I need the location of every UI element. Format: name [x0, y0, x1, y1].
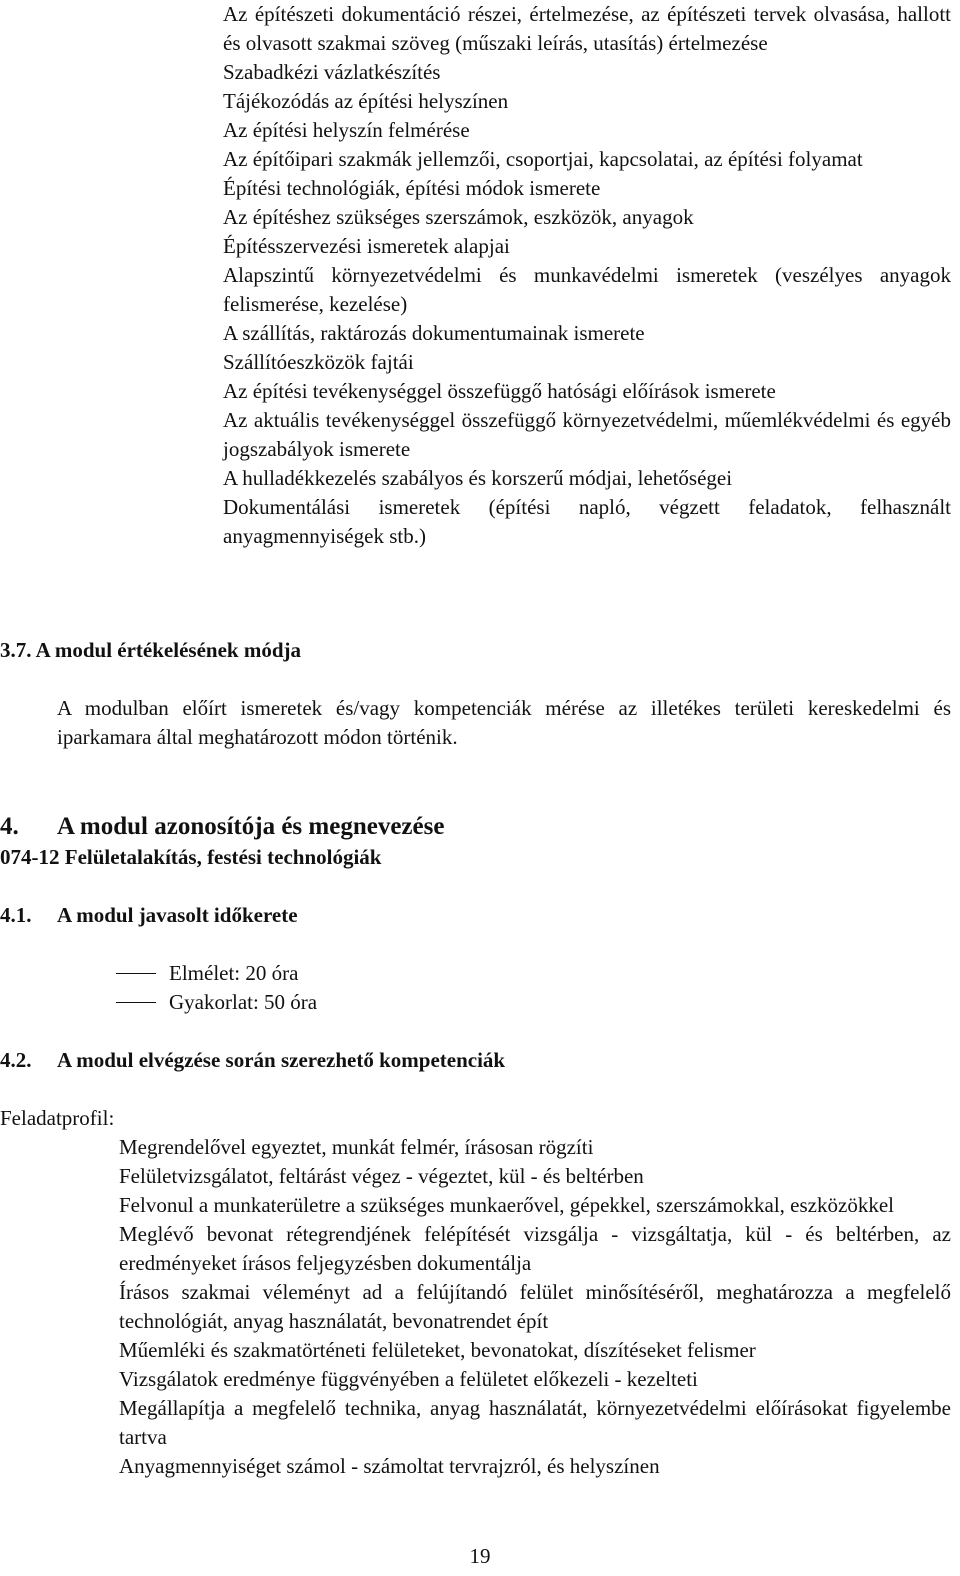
list-item: Az építőipari szakmák jellemzői, csoportjai, kapcsolatai, az építési folyamat — [223, 147, 863, 171]
feladatprofil-list — [119, 1133, 951, 1481]
section-number: 3.7. — [0, 638, 32, 662]
list-item: Meglévő bevonat rétegrendjének felépítését vizsgálja - vizsgáltatja, kül - és beltérben, az eredményeket írásos feljegyzésben dokumentálja — [119, 1222, 951, 1275]
dash-bullet — [116, 1002, 156, 1003]
list-item: Megállapítja a megfelelő technika, anyag használatát, környezetvédelmi előírásokat figyelembe tartva — [119, 1396, 951, 1449]
list-item: Alapszintű környezetvédelmi és munkavédelmi ismeretek (veszélyes anyagok felismerése, kezelése) — [223, 263, 951, 316]
list-item: Gyakorlat: 50 óra — [116, 988, 616, 1017]
list-item: Felvonul a munkaterületre a szükséges munkaerővel, gépekkel, szerszámokkal, eszközökkel — [119, 1193, 894, 1217]
list-item: Építési technológiák, építési módok ismerete — [223, 176, 601, 200]
list-item: A szállítás, raktározás dokumentumainak ismerete — [223, 321, 645, 345]
section-title: A modul elvégzése során szerezhető kompetenciák — [57, 1048, 506, 1072]
list-item: Megrendelővel egyeztet, munkát felmér, írásosan rögzíti — [119, 1135, 594, 1159]
list-item: Szabadkézi vázlatkészítés — [223, 60, 441, 84]
list-item: Elmélet: 20 óra — [116, 959, 616, 988]
section-body-3-7: A modulban előírt ismeretek és/vagy kompetenciák mérése az illetékes területi kereskedelmi és iparkamara által meghatározott módon történik. — [57, 696, 951, 749]
list-item: Az építészeti dokumentáció részei, értelmezése, az építészeti tervek olvasása, hallott és olvasott szakmai szöveg (műszaki leírás, utasítás) értelmezése — [223, 2, 951, 55]
section-number: 4.2. — [0, 1048, 32, 1072]
list-item: Dokumentálási ismeretek (építési napló, végzett feladatok, felhasznált anyagmennyiségek stb.) — [223, 495, 951, 548]
list-item: A hulladékkezelés szabályos és korszerű módjai, lehetőségei — [223, 466, 733, 490]
section-heading-3-7 — [0, 636, 500, 665]
section-heading-4-2 — [0, 1046, 700, 1075]
list-item: Az aktuális tevékenységgel összefüggő környezetvédelmi, műemlékvédelmi és egyéb jogszabályok ismerete — [223, 408, 951, 461]
list-item: Építésszervezési ismeretek alapjai — [223, 234, 510, 258]
list-item: Az építéshez szükséges szerszámok, eszközök, anyagok — [223, 205, 694, 229]
section-title: A modul azonosítója és megnevezése — [57, 813, 445, 840]
list-item: Vizsgálatok eredménye függvényében a felületet előkezeli - kezelteti — [119, 1367, 698, 1391]
list-item: Anyagmennyiséget számol - számoltat tervrajzról, és helyszínen — [119, 1454, 660, 1478]
dash-bullet — [116, 973, 156, 974]
list-item: Az építési helyszín felmérése — [223, 118, 470, 142]
module-subtitle: 074-12 Felületalakítás, festési technológiák — [0, 845, 382, 869]
section-title: A modul értékelésének módja — [35, 638, 301, 662]
list-item: Az építési tevékenységgel összefüggő hatósági előírások ismerete — [223, 379, 776, 403]
section-title: A modul javasolt időkerete — [57, 903, 298, 927]
section-heading-4 — [0, 812, 700, 841]
section-number: 4.1. — [0, 903, 32, 927]
list-item: Tájékozódás az építési helyszínen — [223, 89, 509, 113]
list-item: Felületvizsgálatot, feltárást végez - végeztet, kül - és beltérben — [119, 1164, 644, 1188]
section-heading-4-1 — [0, 901, 600, 930]
feladatprofil-label: Feladatprofil: — [0, 1106, 115, 1130]
list-item: Írásos szakmai véleményt ad a felújítandó felület minősítéséről, meghatározza a megfelelő technológiát, anyag használatát, bevonatrendet épít — [119, 1280, 951, 1333]
time-frame-list — [116, 959, 616, 1017]
list-item: Műemléki és szakmatörténeti felületeket, bevonatokat, díszítéseket felismer — [119, 1338, 756, 1362]
page-number: 19 — [469, 1544, 491, 1568]
top-list — [223, 0, 951, 551]
list-item: Szállítóeszközök fajtái — [223, 350, 414, 374]
section-number: 4. — [0, 813, 19, 840]
